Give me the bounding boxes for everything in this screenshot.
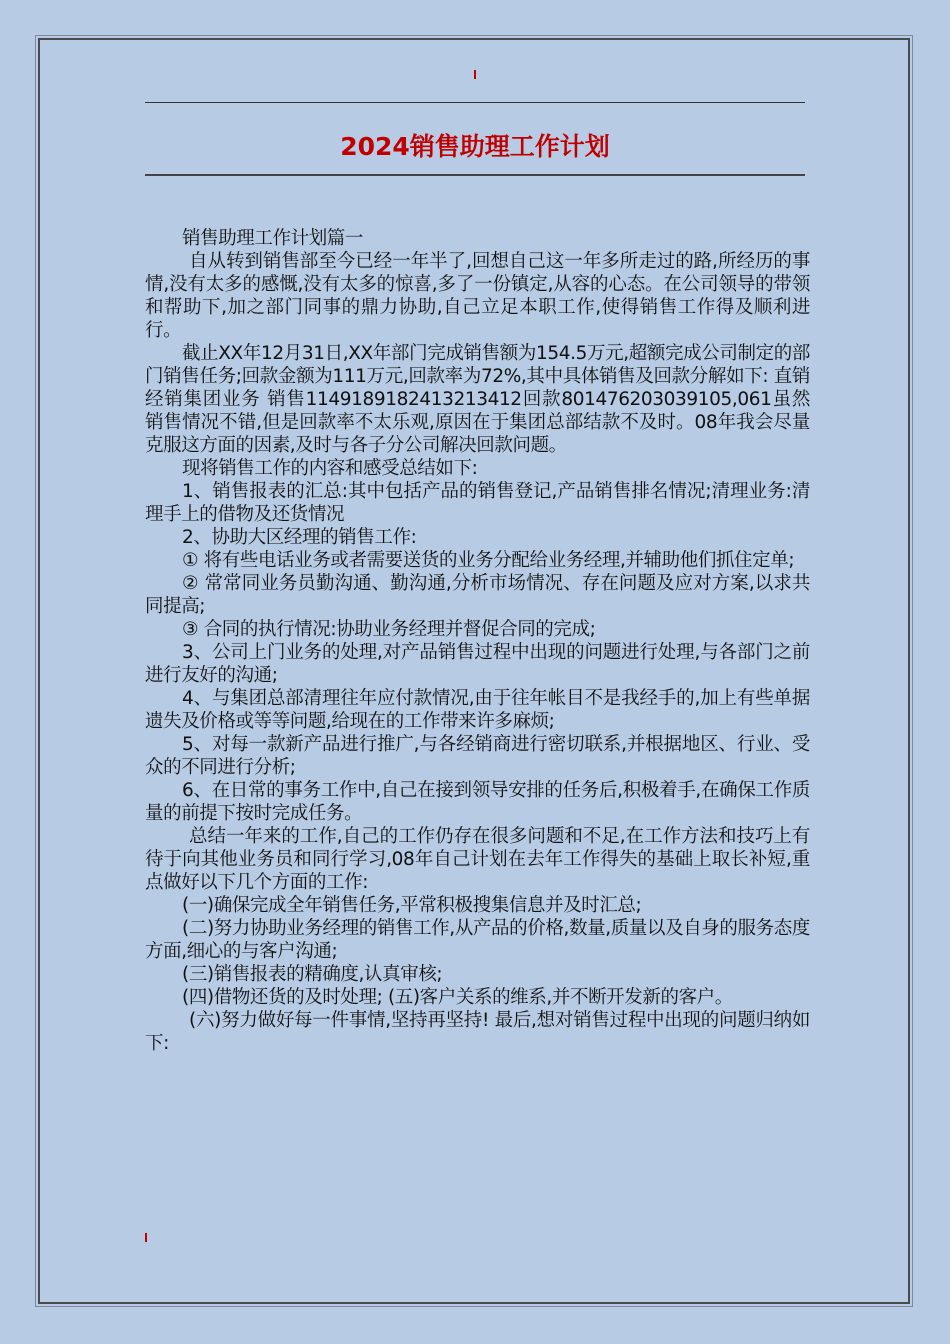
section-heading: 销售助理工作计划篇一 bbox=[182, 228, 364, 249]
list-item: (二)努力协助业务经理的销售工作,从产品的价格,数量,质量以及自身的服务态度方面,细心的与客户沟通; bbox=[145, 918, 810, 962]
list-item: ① 将有些电话业务或者需要送货的业务分配给业务经理,并辅助他们抓住定单; bbox=[182, 550, 795, 571]
header-mark bbox=[474, 70, 476, 79]
list-item: (一)确保完成全年销售任务,平常积极搜集信息并及时汇总; bbox=[182, 895, 642, 916]
list-item: 6、在日常的事务工作中,自己在接到领导安排的任务后,积极着手,在确保工作质量的前提下按时完成任务。 bbox=[145, 780, 810, 824]
footer-mark bbox=[145, 1233, 147, 1242]
paragraph: 总结一年来的工作,自己的工作仍存在很多问题和不足,在工作方法和技巧上有待于向其他业务员和同行学习,08年自己计划在去年工作得失的基础上取长补短,重点做好以下几个方面的工作: bbox=[145, 826, 810, 893]
list-item: (四)借物还货的及时处理; (五)客户关系的维系,并不断开发新的客户。 bbox=[182, 987, 733, 1008]
list-item: 5、对每一款新产品进行推广,与各经销商进行密切联系,并根据地区、行业、受众的不同进行分析; bbox=[145, 734, 810, 778]
paragraph: 自从转到销售部至今已经一年半了,回想自己这一年多所走过的路,所经历的事情,没有太多的感慨,没有太多的惊喜,多了一份镇定,从容的心态。在公司领导的带领和帮助下,加之部门同事的鼎力协助,自己立足本职工作,使得销售工作得及顺利进行。 bbox=[145, 251, 810, 341]
list-item: 1、销售报表的汇总:其中包括产品的销售登记,产品销售排名情况;清理业务:清理手上的借物及还货情况 bbox=[145, 481, 810, 525]
paragraph: 现将销售工作的内容和感受总结如下: bbox=[182, 458, 478, 479]
list-item: ② 常常同业务员勤沟通、勤沟通,分析市场情况、存在问题及应对方案,以求共同提高; bbox=[145, 573, 810, 617]
list-item: 3、公司上门业务的处理,对产品销售过程中出现的问题进行处理,与各部门之前进行友好的沟通; bbox=[145, 642, 810, 686]
paragraph: 截止XX年12月31日,XX年部门完成销售额为154.5万元,超额完成公司制定的部门销售任务;回款金额为111万元,回款率为72%,其中具体销售及回款分解如下: 直销经销集团业务 销售114918918241321​3412回款801476203039105,061虽然销售情况不错,但是回款率不太乐观,原因在于集团总部结款不及时。08年我会尽量克服这方面的因素,及时与各子分公司解决回款问题。 bbox=[145, 343, 810, 456]
list-item: 2、协助大区经理的销售工作: bbox=[182, 527, 417, 548]
document-body bbox=[145, 227, 810, 1055]
document-title: 2024销售助理工作计划 bbox=[340, 132, 610, 161]
title-rule bbox=[145, 174, 805, 176]
header-rule bbox=[145, 102, 805, 103]
list-item: (六)努力做好每一件事情,坚持再坚持! 最后,想对销售过程中出现的问题归纳如下: bbox=[145, 1010, 810, 1054]
list-item: (三)销售报表的精确度,认真审核; bbox=[182, 964, 443, 985]
list-item: ③ 合同的执行情况:协助业务经理并督促合同的完成; bbox=[182, 619, 596, 640]
list-item: 4、与集团总部清理往年应付款情况,由于往年帐目不是我经手的,加上有些单据遗失及价格或等等问题,给现在的工作带来许多麻烦; bbox=[145, 688, 810, 732]
